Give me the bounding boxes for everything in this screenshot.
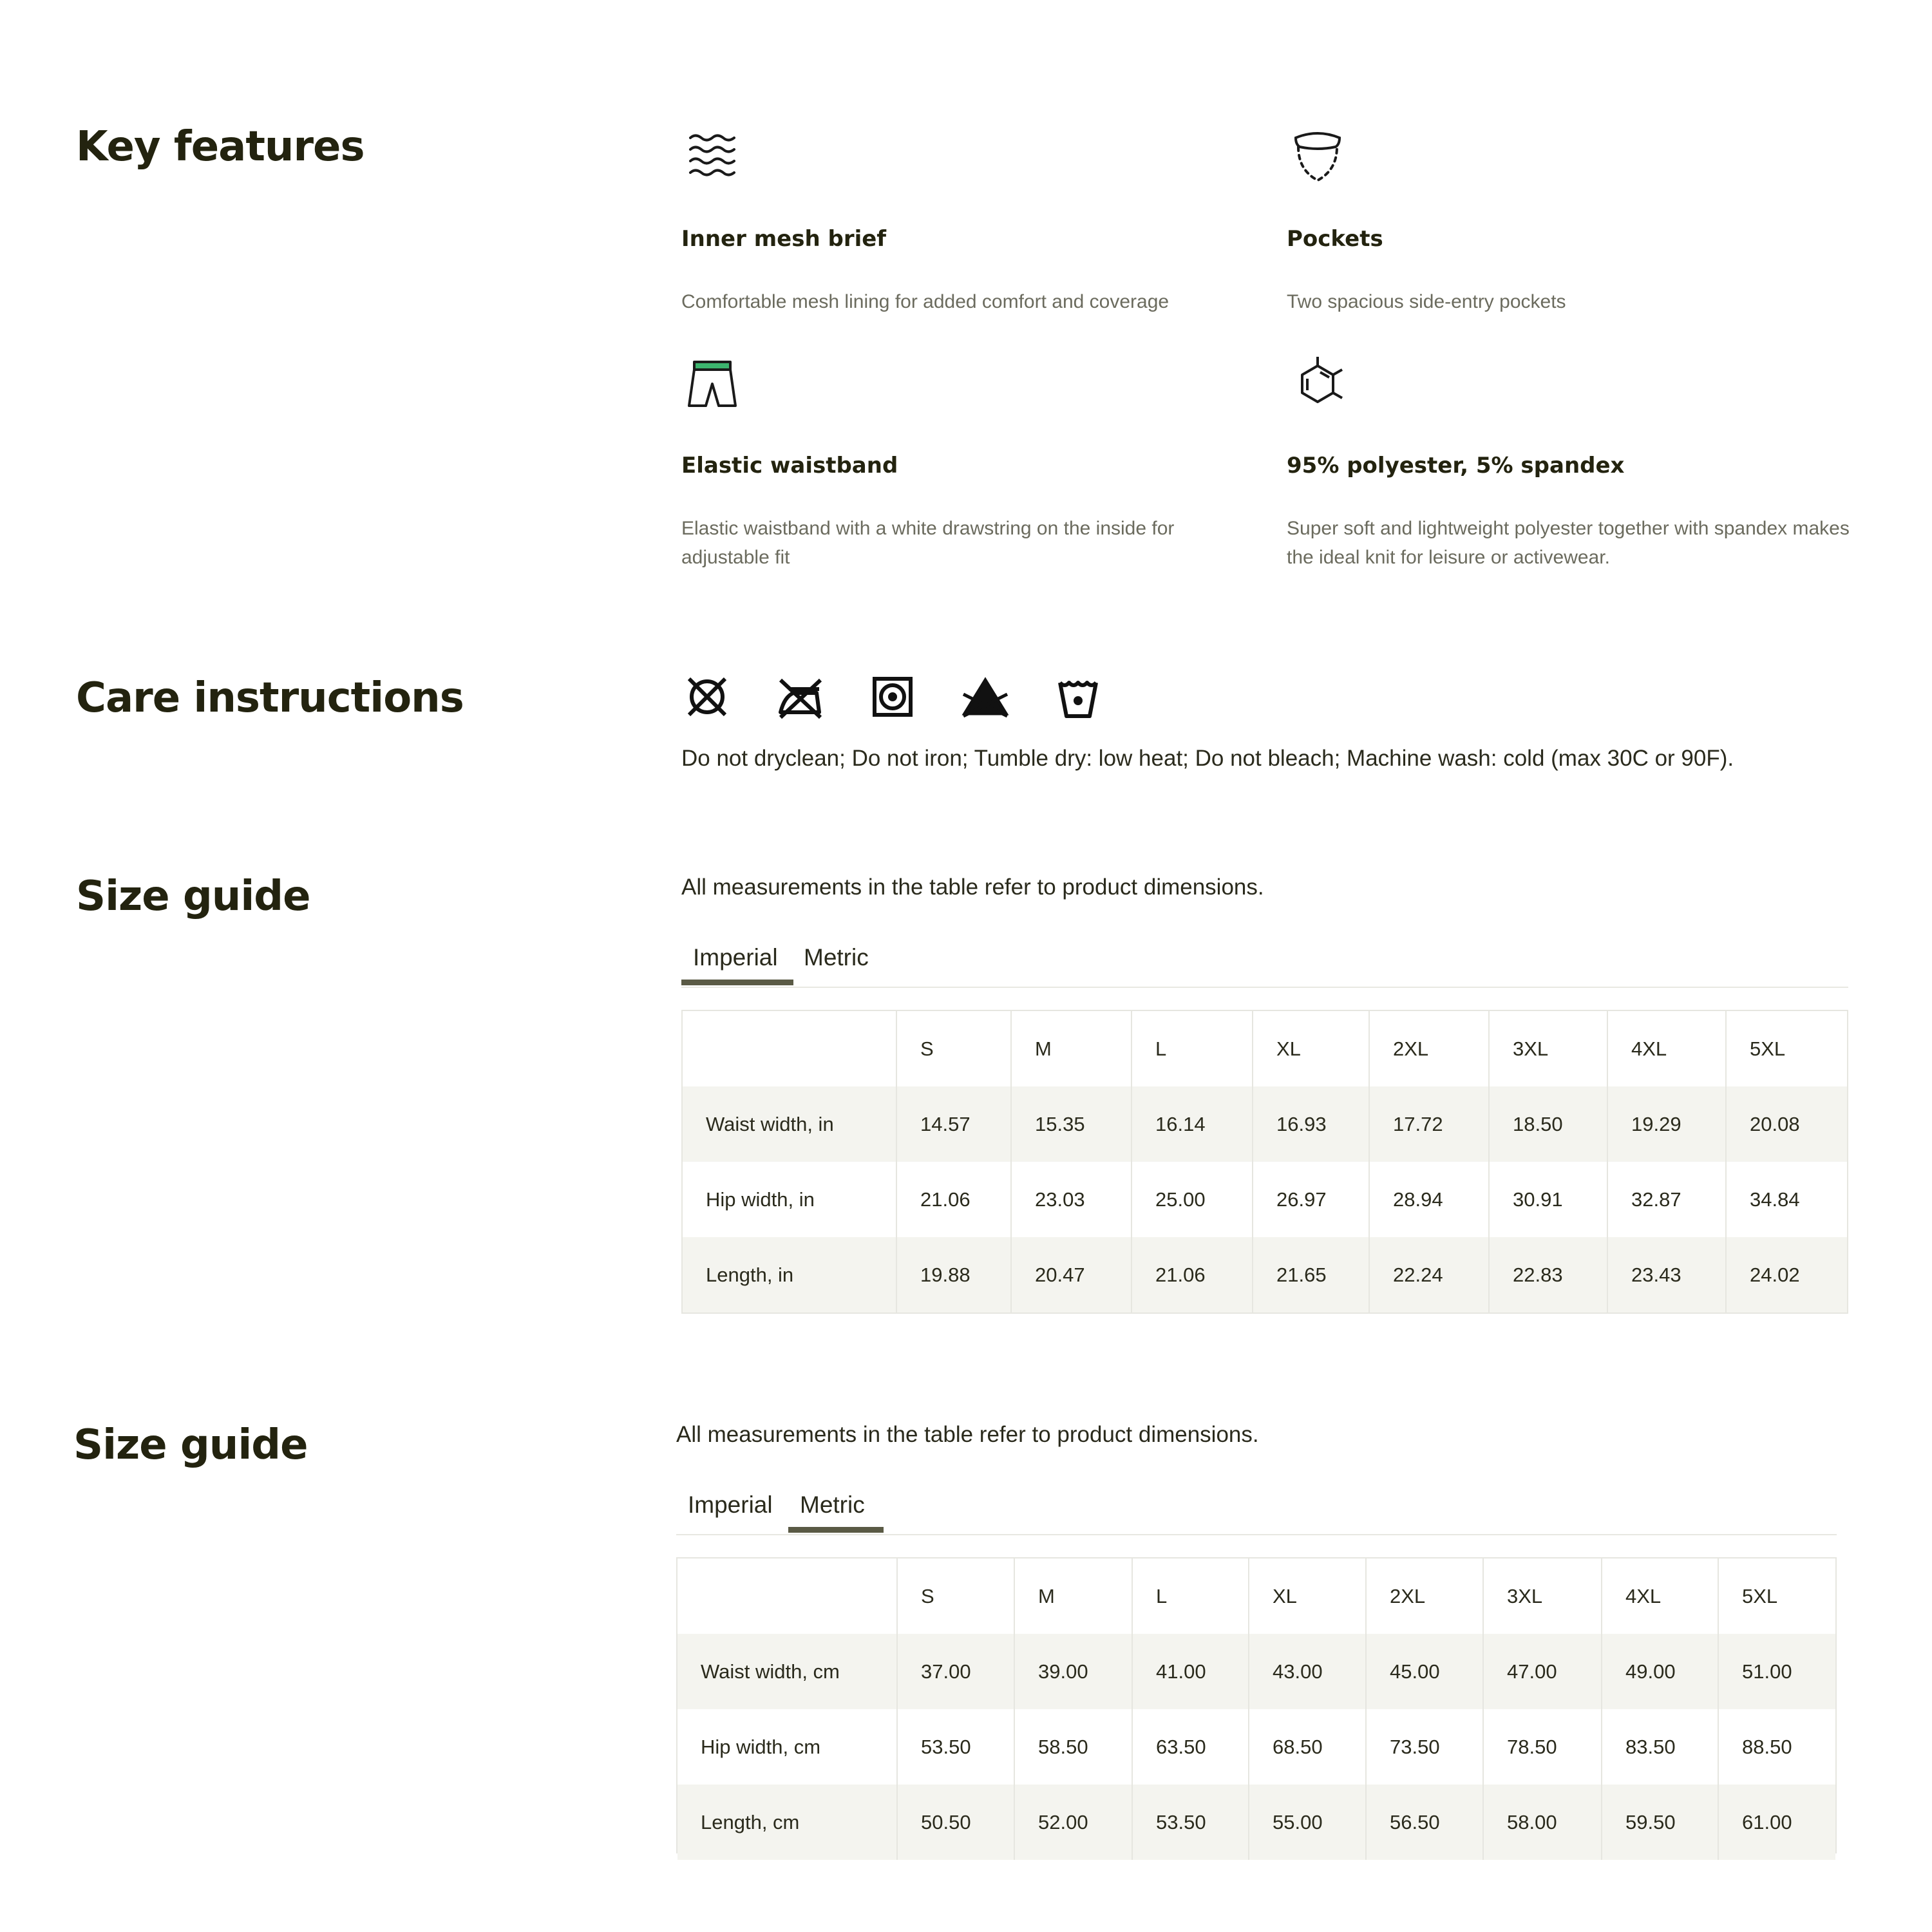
size-column-header: S [896,1011,1011,1086]
measurement-value: 16.93 [1253,1086,1369,1162]
measurement-value: 43.00 [1249,1634,1366,1709]
size-column-header: S [897,1558,1014,1634]
tab-imperial[interactable]: Imperial [688,1492,773,1518]
measurement-value: 53.50 [1132,1785,1249,1860]
measurement-value: 26.97 [1253,1162,1369,1237]
measurement-value: 58.50 [1014,1709,1132,1785]
table-row [683,1237,1847,1312]
size-column-header: 4XL [1607,1011,1726,1086]
measurement-value: 21.65 [1253,1237,1369,1312]
table-row [677,1785,1835,1860]
tumble-dry-low-icon [867,671,918,723]
feature-description: Elastic waistband with a white drawstring on the inside for adjustable fit [681,518,1175,568]
pocket-icon [1287,126,1349,188]
measurement-value: 18.50 [1489,1086,1607,1162]
feature-description: Two spacious side-entry pockets [1287,291,1566,312]
size-column-header: XL [1249,1558,1366,1634]
machine-wash-cold-icon [1052,671,1104,723]
table-corner-cell [677,1558,897,1634]
size-column-header: 2XL [1369,1011,1489,1086]
table-row [677,1709,1835,1785]
measurement-value: 47.00 [1483,1634,1602,1709]
size-guide-intro: All measurements in the table refer to product dimensions. [676,1422,1259,1447]
table-header-row [677,1558,1835,1634]
feature-title: Elastic waistband [681,453,898,478]
measurement-value: 78.50 [1483,1709,1602,1785]
measurement-value: 20.08 [1726,1086,1847,1162]
measurement-value: 21.06 [896,1162,1011,1237]
measurement-value: 83.50 [1602,1709,1718,1785]
molecule-icon [1287,353,1349,415]
size-guide-heading: Size guide [73,1421,308,1469]
feature-title: Pockets [1287,226,1383,252]
measurement-value: 34.84 [1726,1162,1847,1237]
measurement-label: Hip width, in [706,1188,815,1211]
measurement-value: 22.24 [1369,1237,1489,1312]
tab-metric[interactable]: Metric [788,1489,884,1533]
unit-tabs [676,1489,1837,1535]
feature-elastic-waistband [681,353,1261,568]
feature-title: 95% polyester, 5% spandex [1287,453,1625,478]
tab-imperial[interactable]: Imperial [681,942,793,985]
size-table-imperial [683,1011,1847,1312]
measurement-value: 37.00 [897,1634,1014,1709]
measurement-label: Waist width, cm [701,1660,840,1683]
do-not-iron-icon [774,671,826,723]
measurement-value: 55.00 [1249,1785,1366,1860]
size-column-header: 3XL [1489,1011,1607,1086]
measurement-value: 41.00 [1132,1634,1249,1709]
measurement-value: 14.57 [896,1086,1011,1162]
measurement-value: 16.14 [1132,1086,1253,1162]
do-not-bleach-icon [960,671,1011,723]
measurement-label: Length, in [706,1263,794,1286]
table-header-row [683,1011,1847,1086]
measurement-value: 23.03 [1011,1162,1132,1237]
table-row [677,1634,1835,1709]
size-column-header: XL [1253,1011,1369,1086]
measurement-value: 24.02 [1726,1237,1847,1312]
size-guide-intro: All measurements in the table refer to product dimensions. [681,875,1264,900]
size-column-header: 4XL [1602,1558,1718,1634]
care-instructions-heading: Care instructions [76,674,464,722]
mesh-waves-icon [681,126,743,188]
size-column-header: 2XL [1366,1558,1483,1634]
feature-pockets [1287,126,1866,312]
measurement-value: 28.94 [1369,1162,1489,1237]
size-column-header: M [1011,1011,1132,1086]
measurement-value: 30.91 [1489,1162,1607,1237]
measurement-value: 68.50 [1249,1709,1366,1785]
feature-description: Comfortable mesh lining for added comfort and coverage [681,291,1170,312]
measurement-value: 49.00 [1602,1634,1718,1709]
measurement-label: Waist width, in [706,1112,834,1135]
measurement-value: 39.00 [1014,1634,1132,1709]
measurement-value: 23.43 [1607,1237,1726,1312]
key-features-heading: Key features [76,123,365,171]
feature-description: Super soft and lightweight polyester together with spandex makes the ideal knit for leisure or activewear. [1287,518,1850,568]
measurement-value: 17.72 [1369,1086,1489,1162]
feature-inner-mesh [681,126,1261,312]
do-not-dryclean-icon [681,671,733,723]
measurement-value: 53.50 [897,1709,1014,1785]
measurement-value: 32.87 [1607,1162,1726,1237]
size-table-metric [677,1558,1835,1860]
size-column-header: 5XL [1726,1011,1847,1086]
measurement-value: 61.00 [1718,1785,1835,1860]
feature-material [1287,353,1866,568]
measurement-value: 50.50 [897,1785,1014,1860]
measurement-value: 15.35 [1011,1086,1132,1162]
size-column-header: 3XL [1483,1558,1602,1634]
measurement-value: 51.00 [1718,1634,1835,1709]
measurement-value: 88.50 [1718,1709,1835,1785]
measurement-label: Hip width, cm [701,1735,821,1758]
measurement-value: 45.00 [1366,1634,1483,1709]
measurement-value: 25.00 [1132,1162,1253,1237]
size-column-header: L [1132,1558,1249,1634]
measurement-value: 21.06 [1132,1237,1253,1312]
measurement-label: Length, cm [701,1810,800,1833]
measurement-value: 59.50 [1602,1785,1718,1860]
measurement-value: 19.29 [1607,1086,1726,1162]
table-row [683,1086,1847,1162]
table-row [683,1162,1847,1237]
measurement-value: 56.50 [1366,1785,1483,1860]
care-instructions-text: Do not dryclean; Do not iron; Tumble dry: low heat; Do not bleach; Machine wash: cold (max 30C or 90F). [681,746,1734,771]
measurement-value: 20.47 [1011,1237,1132,1312]
size-column-header: 5XL [1718,1558,1835,1634]
tab-metric[interactable]: Metric [804,944,869,971]
measurement-value: 19.88 [896,1237,1011,1312]
size-column-header: M [1014,1558,1132,1634]
size-guide-heading: Size guide [76,873,310,920]
care-icons-row [681,671,1104,723]
measurement-value: 73.50 [1366,1709,1483,1785]
unit-tabs [681,942,1848,988]
shorts-waistband-icon [681,353,743,415]
measurement-value: 58.00 [1483,1785,1602,1860]
measurement-value: 63.50 [1132,1709,1249,1785]
feature-title: Inner mesh brief [681,226,887,252]
size-column-header: L [1132,1011,1253,1086]
measurement-value: 22.83 [1489,1237,1607,1312]
measurement-value: 52.00 [1014,1785,1132,1860]
table-corner-cell [683,1011,896,1086]
